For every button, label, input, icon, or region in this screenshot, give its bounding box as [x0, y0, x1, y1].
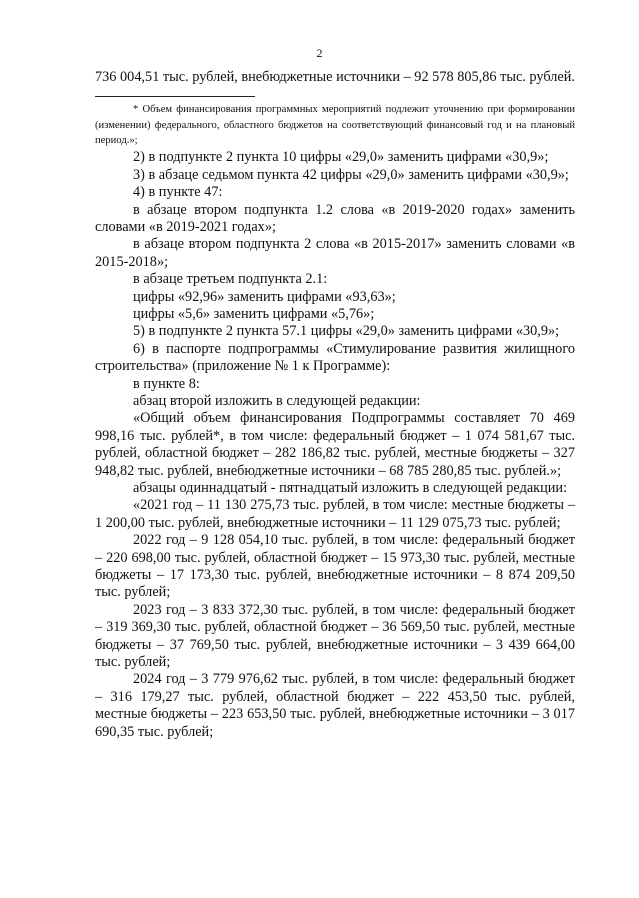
paragraph: 6) в паспорте подпрограммы «Стимулирование развития жилищного строительства» (приложение № 1 к Программе): [95, 340, 575, 375]
paragraph: цифры «5,6» заменить цифрами «5,76»; [133, 305, 375, 322]
footnote: * Объем финансирования программных мероприятий подлежит уточнению при формировании (изменении) федерального, областного бюджетов на соответствующий финансовый год и на плановый период.»; [95, 104, 575, 146]
paragraph: в абзаце втором подпункта 1.2 слова «в 2019-2020 годах» заменить словами «в 2019-2021 годах»; [95, 201, 575, 235]
paragraph: абзац второй изложить в следующей редакции: [133, 392, 421, 409]
paragraph: «Общий объем финансирования Подпрограммы составляет 70 469 998,16 тыс. рублей*, в том числе: федеральный бюджет – 1 074 581,67 тыс. рублей, областной бюджет – 282 186,82 тыс. рублей, местные бюджеты – 327 948,82 тыс. рублей, внебюджетные источники – 68 785 280,85 тыс. рублей.»; [95, 410, 575, 479]
page-number: 2 [316, 46, 323, 60]
paragraph: «2021 год – 11 130 275,73 тыс. рублей, в том числе: местные бюджеты – 1 200,00 тыс. рублей, внебюджетные источники – 11 129 075,73 тыс. рублей; [95, 497, 575, 531]
intro-paragraph: 736 004,51 тыс. рублей, внебюджетные источники – 92 578 805,86 тыс. рублей. [95, 69, 575, 85]
paragraph: 2) в подпункте 2 пункта 10 цифры «29,0» заменить цифрами «30,9»; [133, 149, 549, 166]
paragraph: в абзаце втором подпункта 2 слова «в 2015-2017» заменить словами «в 2015-2018»; [95, 236, 575, 270]
paragraph: в абзаце третьем подпункта 2.1: [133, 271, 328, 288]
document-body [95, 69, 575, 741]
paragraph: в пункте 8: [133, 375, 200, 392]
paragraph: 2024 год – 3 779 976,62 тыс. рублей, в том числе: федеральный бюджет – 316 179,27 тыс. рублей, областной бюджет – 222 453,50 тыс. рублей, местные бюджеты – 223 653,50 тыс. рублей, внебюджетные источники – 3 017 690,35 тыс. рублей; [95, 671, 575, 740]
footnote-separator [95, 96, 255, 97]
paragraph-list [95, 149, 575, 741]
paragraph: абзацы одиннадцатый - пятнадцатый изложить в следующей редакции: [133, 480, 568, 497]
paragraph: 2022 год – 9 128 054,10 тыс. рублей, в том числе: федеральный бюджет – 220 698,00 тыс. рублей, областной бюджет – 15 973,30 тыс. рублей, местные бюджеты – 17 173,30 тыс. рублей, внебюджетные источники – 8 874 209,50 тыс. рублей; [95, 532, 575, 601]
paragraph: цифры «92,96» заменить цифрами «93,63»; [133, 288, 396, 305]
paragraph: 4) в пункте 47: [133, 184, 223, 201]
paragraph: 2023 год – 3 833 372,30 тыс. рублей, в том числе: федеральный бюджет – 319 369,30 тыс. рублей, областной бюджет – 36 569,50 тыс. рублей, местные бюджеты – 37 769,50 тыс. рублей, внебюджетные источники – 3 439 664,00 тыс. рублей; [95, 601, 575, 671]
paragraph: 5) в подпункте 2 пункта 57.1 цифры «29,0» заменить цифрами «30,9»; [133, 323, 560, 340]
paragraph: 3) в абзаце седьмом пункта 42 цифры «29,0» заменить цифрами «30,9»; [133, 166, 569, 183]
